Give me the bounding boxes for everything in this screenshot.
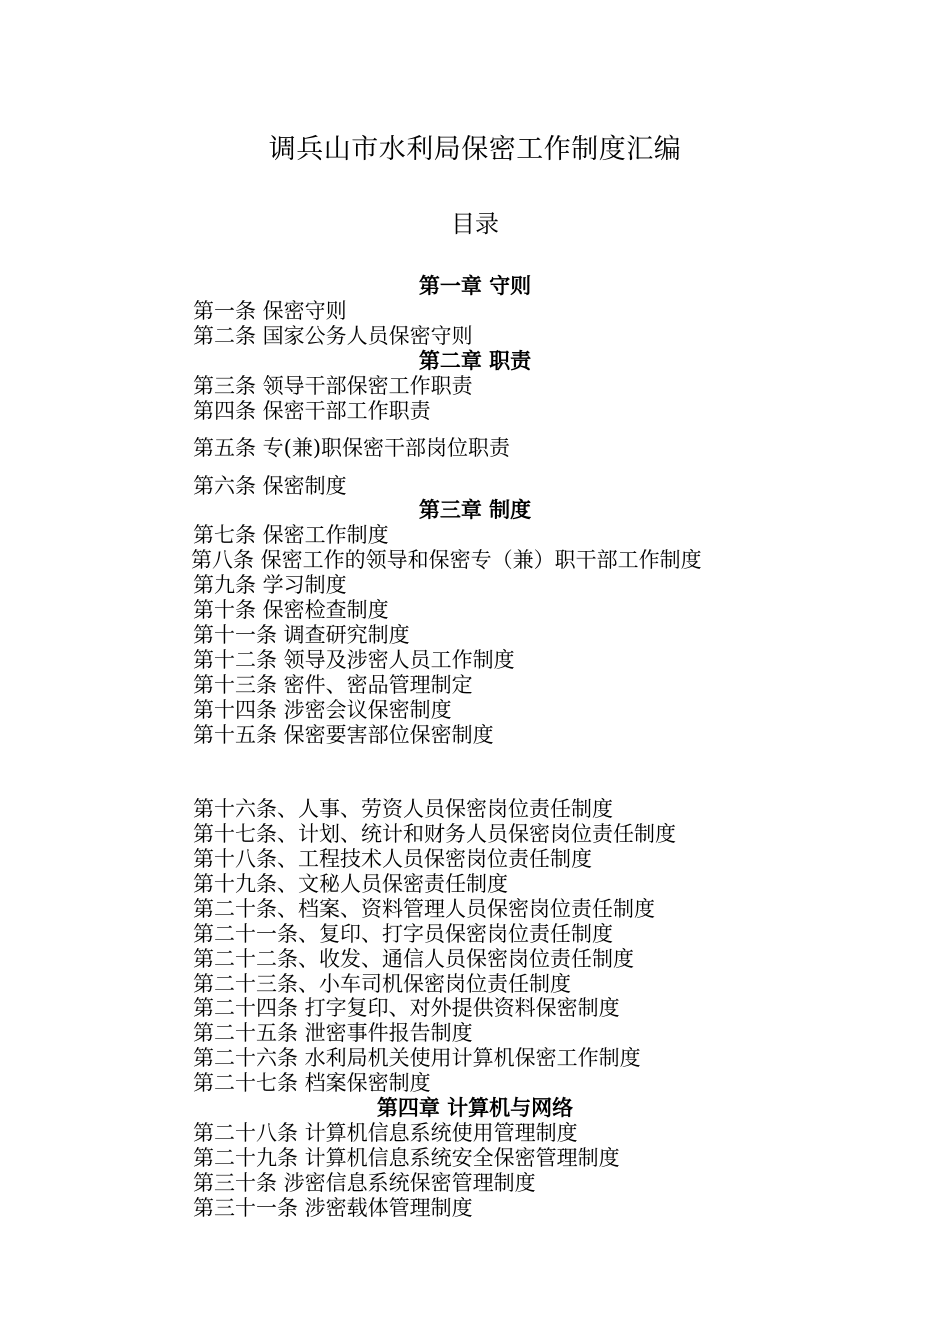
toc-entry: 第十七条、计划、统计和财务人员保密岗位责任制度 [193,822,676,846]
toc-entry: 第十一条 调查研究制度 [193,623,410,647]
toc-entry: 第二十七条 档案保密制度 [193,1071,431,1095]
toc-entry: 第二十条、档案、资料管理人员保密岗位责任制度 [193,897,655,921]
toc-entry: 第二十八条 计算机信息系统使用管理制度 [193,1121,578,1145]
toc-entry: 第十九条、文秘人员保密责任制度 [193,872,508,896]
document-title: 调兵山市水利局保密工作制度汇编 [268,134,682,165]
toc-entry: 第二十二条、收发、通信人员保密岗位责任制度 [193,947,634,971]
toc-entry: 第十条 保密检查制度 [193,598,389,622]
toc-entry: 第三十条 涉密信息系统保密管理制度 [193,1171,536,1195]
toc-entry: 第二十九条 计算机信息系统安全保密管理制度 [193,1146,620,1170]
toc-entry: 第三条 领导干部保密工作职责 [193,374,473,398]
toc-entry: 第九条 学习制度 [193,573,347,597]
toc-entry: 第十二条 领导及涉密人员工作制度 [193,648,515,672]
chapter-heading: 第一章 守则 [418,274,532,298]
chapter-heading: 第四章 计算机与网络 [376,1096,574,1120]
toc-heading: 目录 [451,210,499,238]
toc-entry: 第十三条 密件、密品管理制定 [193,673,473,697]
toc-entry: 第十六条、人事、劳资人员保密岗位责任制度 [193,797,613,821]
toc-entry: 第五条 专(兼)职保密干部岗位职责 [193,436,511,460]
toc-entry: 第三十一条 涉密载体管理制度 [193,1196,473,1220]
toc-entry: 第七条 保密工作制度 [193,523,389,547]
chapter-heading: 第二章 职责 [418,349,532,373]
toc-entry: 第二十四条 打字复印、对外提供资料保密制度 [193,996,620,1020]
toc-entry: 第一条 保密守则 [193,299,347,323]
toc-entry: 第二十五条 泄密事件报告制度 [193,1021,473,1045]
chapter-heading: 第三章 制度 [418,498,532,522]
toc-entry: 第二十六条 水利局机关使用计算机保密工作制度 [193,1046,641,1070]
toc-entry: 第四条 保密干部工作职责 [193,399,431,423]
toc-entry: 第十八条、工程技术人员保密岗位责任制度 [193,847,592,871]
toc-entry: 第六条 保密制度 [193,474,347,498]
toc-entry: 第八条 保密工作的领导和保密专（兼）职干部工作制度 [191,548,702,572]
toc-entry: 第十五条 保密要害部位保密制度 [193,723,494,747]
toc-entry: 第二条 国家公务人员保密守则 [193,324,473,348]
toc-entry: 第十四条 涉密会议保密制度 [193,698,452,722]
toc-entry: 第二十三条、小车司机保密岗位责任制度 [193,972,571,996]
toc-entry: 第二十一条、复印、打字员保密岗位责任制度 [193,922,613,946]
